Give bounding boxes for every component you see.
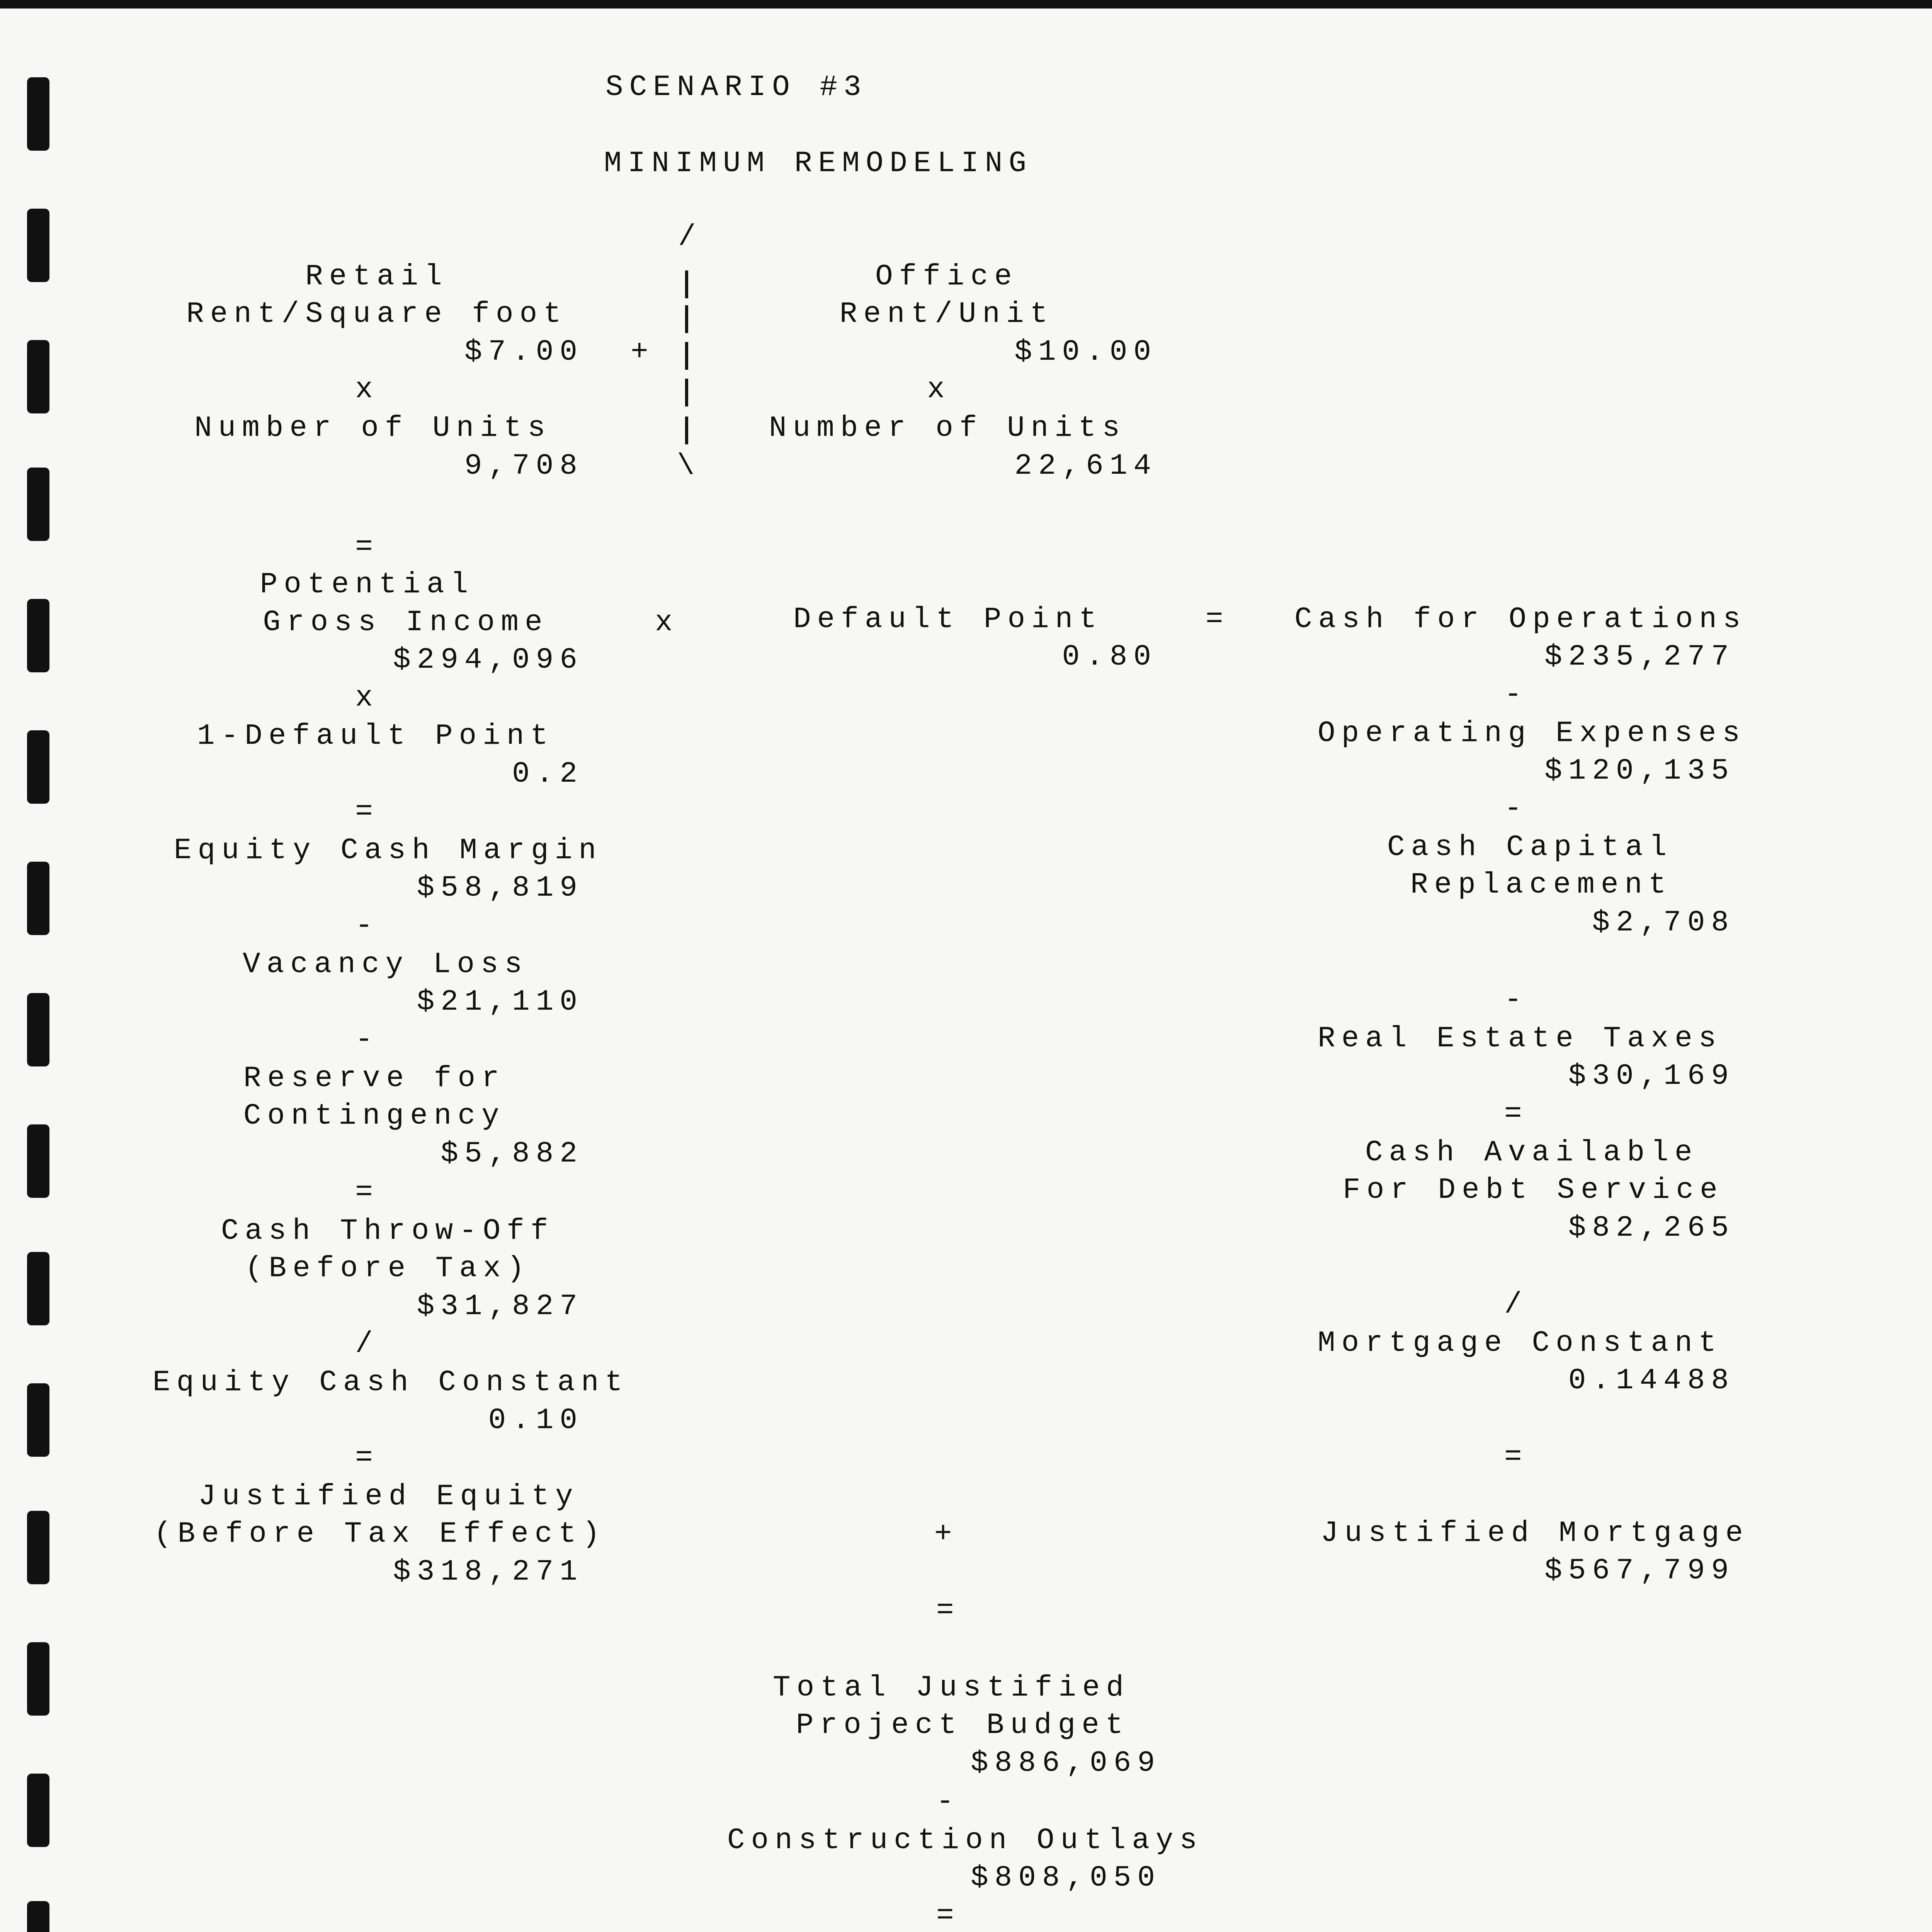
operator-times: x xyxy=(655,606,679,639)
operator-minus: - xyxy=(1504,983,1528,1017)
operator-equals: = xyxy=(355,795,379,828)
punch-hole xyxy=(27,1642,49,1716)
cto-label-2: (Before Tax) xyxy=(245,1252,531,1285)
operator-minus: - xyxy=(936,1785,960,1818)
page-top-edge xyxy=(0,0,1932,9)
operator-minus: - xyxy=(1504,678,1528,711)
real-estate-taxes-label: Real Estate Taxes xyxy=(1318,1022,1723,1055)
punch-hole xyxy=(27,993,49,1066)
justified-equity-label-1: Justified Equity xyxy=(198,1480,579,1513)
construction-outlays-label: Construction Outlays xyxy=(727,1824,1204,1857)
reserve-value: $5,882 xyxy=(440,1137,583,1170)
operator-minus: - xyxy=(1504,792,1528,825)
punch-hole xyxy=(27,1901,49,1932)
mortgage-constant-label: Mortgage Constant xyxy=(1318,1327,1723,1360)
construction-outlays-value: $808,050 xyxy=(971,1861,1161,1895)
total-budget-value: $886,069 xyxy=(971,1747,1161,1780)
vacancy-loss-label: Vacancy Loss xyxy=(243,948,529,981)
ecc-label: Equity Cash Constant xyxy=(153,1366,629,1399)
retail-rent-label: Rent/Square foot xyxy=(186,298,567,331)
office-rent-label: Rent/Unit xyxy=(839,298,1054,331)
reserve-label-2: Contingency xyxy=(243,1099,505,1133)
punch-hole xyxy=(27,1383,49,1457)
cash-capital-value: $2,708 xyxy=(1592,906,1735,939)
cash-capital-label-1: Cash Capital xyxy=(1387,831,1673,864)
office-rent-value: $10.00 xyxy=(1014,335,1157,369)
operator-equals: = xyxy=(355,1441,379,1475)
rent-plus: + xyxy=(631,335,655,369)
operator-divide: / xyxy=(1504,1288,1528,1321)
divider-bar xyxy=(685,342,688,370)
justified-equity-label-2: (Before Tax Effect) xyxy=(154,1517,606,1551)
total-budget-label-1: Total Justified xyxy=(773,1671,1130,1704)
punch-hole xyxy=(27,862,49,935)
operating-expenses-label: Operating Expenses xyxy=(1318,717,1746,750)
cto-label-1: Cash Throw-Off xyxy=(221,1214,554,1248)
operator-equals: = xyxy=(355,1176,379,1209)
operator-equals: = xyxy=(936,1899,960,1932)
cash-capital-label-2: Replacement xyxy=(1410,868,1672,901)
punch-hole xyxy=(27,209,49,282)
pgi-value: $294,096 xyxy=(393,643,583,677)
retail-units-label: Number of Units xyxy=(194,412,552,445)
operator-equals: = xyxy=(355,531,379,564)
punch-hole xyxy=(27,1252,49,1325)
retail-label: Retail xyxy=(305,260,448,293)
retail-units-value: 9,708 xyxy=(464,449,583,483)
operator-equals: = xyxy=(936,1594,960,1627)
cash-available-value: $82,265 xyxy=(1568,1211,1735,1245)
punch-hole xyxy=(27,77,49,151)
retail-rent-value: $7.00 xyxy=(464,335,583,369)
punch-hole xyxy=(27,1124,49,1198)
mortgage-constant-value: 0.14488 xyxy=(1568,1364,1735,1397)
operating-expenses-value: $120,135 xyxy=(1544,754,1735,787)
real-estate-taxes-value: $30,169 xyxy=(1568,1060,1735,1093)
punch-hole xyxy=(27,1774,49,1847)
justified-mortgage-value: $567,799 xyxy=(1544,1554,1735,1587)
divider-bar xyxy=(685,270,688,298)
cash-operations-value: $235,277 xyxy=(1544,640,1735,673)
punch-hole xyxy=(27,340,49,413)
retail-times: x xyxy=(355,373,379,406)
office-units-label: Number of Units xyxy=(769,412,1126,445)
total-budget-label-2: Project Budget xyxy=(796,1709,1129,1742)
operator-plus: + xyxy=(934,1517,958,1551)
one-minus-default-value: 0.2 xyxy=(512,757,583,791)
cash-available-label-1: Cash Available xyxy=(1365,1136,1699,1169)
office-times: x xyxy=(927,373,951,406)
office-units-value: 22,614 xyxy=(1014,449,1157,483)
operator-equals: = xyxy=(1504,1097,1528,1131)
cash-operations-label: Cash for Operations xyxy=(1294,603,1747,636)
operator-equals: = xyxy=(1206,603,1230,636)
justified-mortgage-label: Justified Mortgage xyxy=(1321,1517,1749,1550)
vacancy-loss-value: $21,110 xyxy=(417,985,583,1019)
cash-available-label-2: For Debt Service xyxy=(1343,1173,1724,1207)
divider-bar xyxy=(685,379,688,406)
operator-times: x xyxy=(355,681,379,714)
operator-equals: = xyxy=(1504,1440,1528,1474)
reserve-label-1: Reserve for xyxy=(243,1062,505,1095)
justified-equity-value: $318,271 xyxy=(393,1555,583,1588)
pgi-label-1: Potential xyxy=(260,568,474,601)
default-point-label: Default Point xyxy=(793,603,1103,636)
divider-bar xyxy=(685,417,688,444)
scenario-title: SCENARIO #3 xyxy=(605,71,867,104)
ecm-label: Equity Cash Margin xyxy=(174,834,602,867)
scenario-subtitle: MINIMUM REMODELING xyxy=(604,147,1032,180)
ecc-value: 0.10 xyxy=(488,1404,583,1437)
divider-bar xyxy=(685,305,688,333)
punch-hole xyxy=(27,730,49,804)
office-label: Office xyxy=(875,260,1018,293)
cto-value: $31,827 xyxy=(417,1290,583,1323)
punch-hole xyxy=(27,1511,49,1584)
one-minus-default-label: 1-Default Point xyxy=(197,719,554,753)
divider-backslash: \ xyxy=(677,449,701,483)
operator-minus: - xyxy=(355,909,379,942)
pgi-label-2: Gross Income xyxy=(263,606,549,639)
ecm-value: $58,819 xyxy=(417,871,583,905)
punch-hole xyxy=(27,599,49,672)
divider-slash: / xyxy=(678,220,702,253)
punch-hole xyxy=(27,468,49,541)
operator-divide: / xyxy=(355,1327,379,1361)
operator-minus: - xyxy=(355,1023,379,1056)
default-point-value: 0.80 xyxy=(1062,640,1157,673)
